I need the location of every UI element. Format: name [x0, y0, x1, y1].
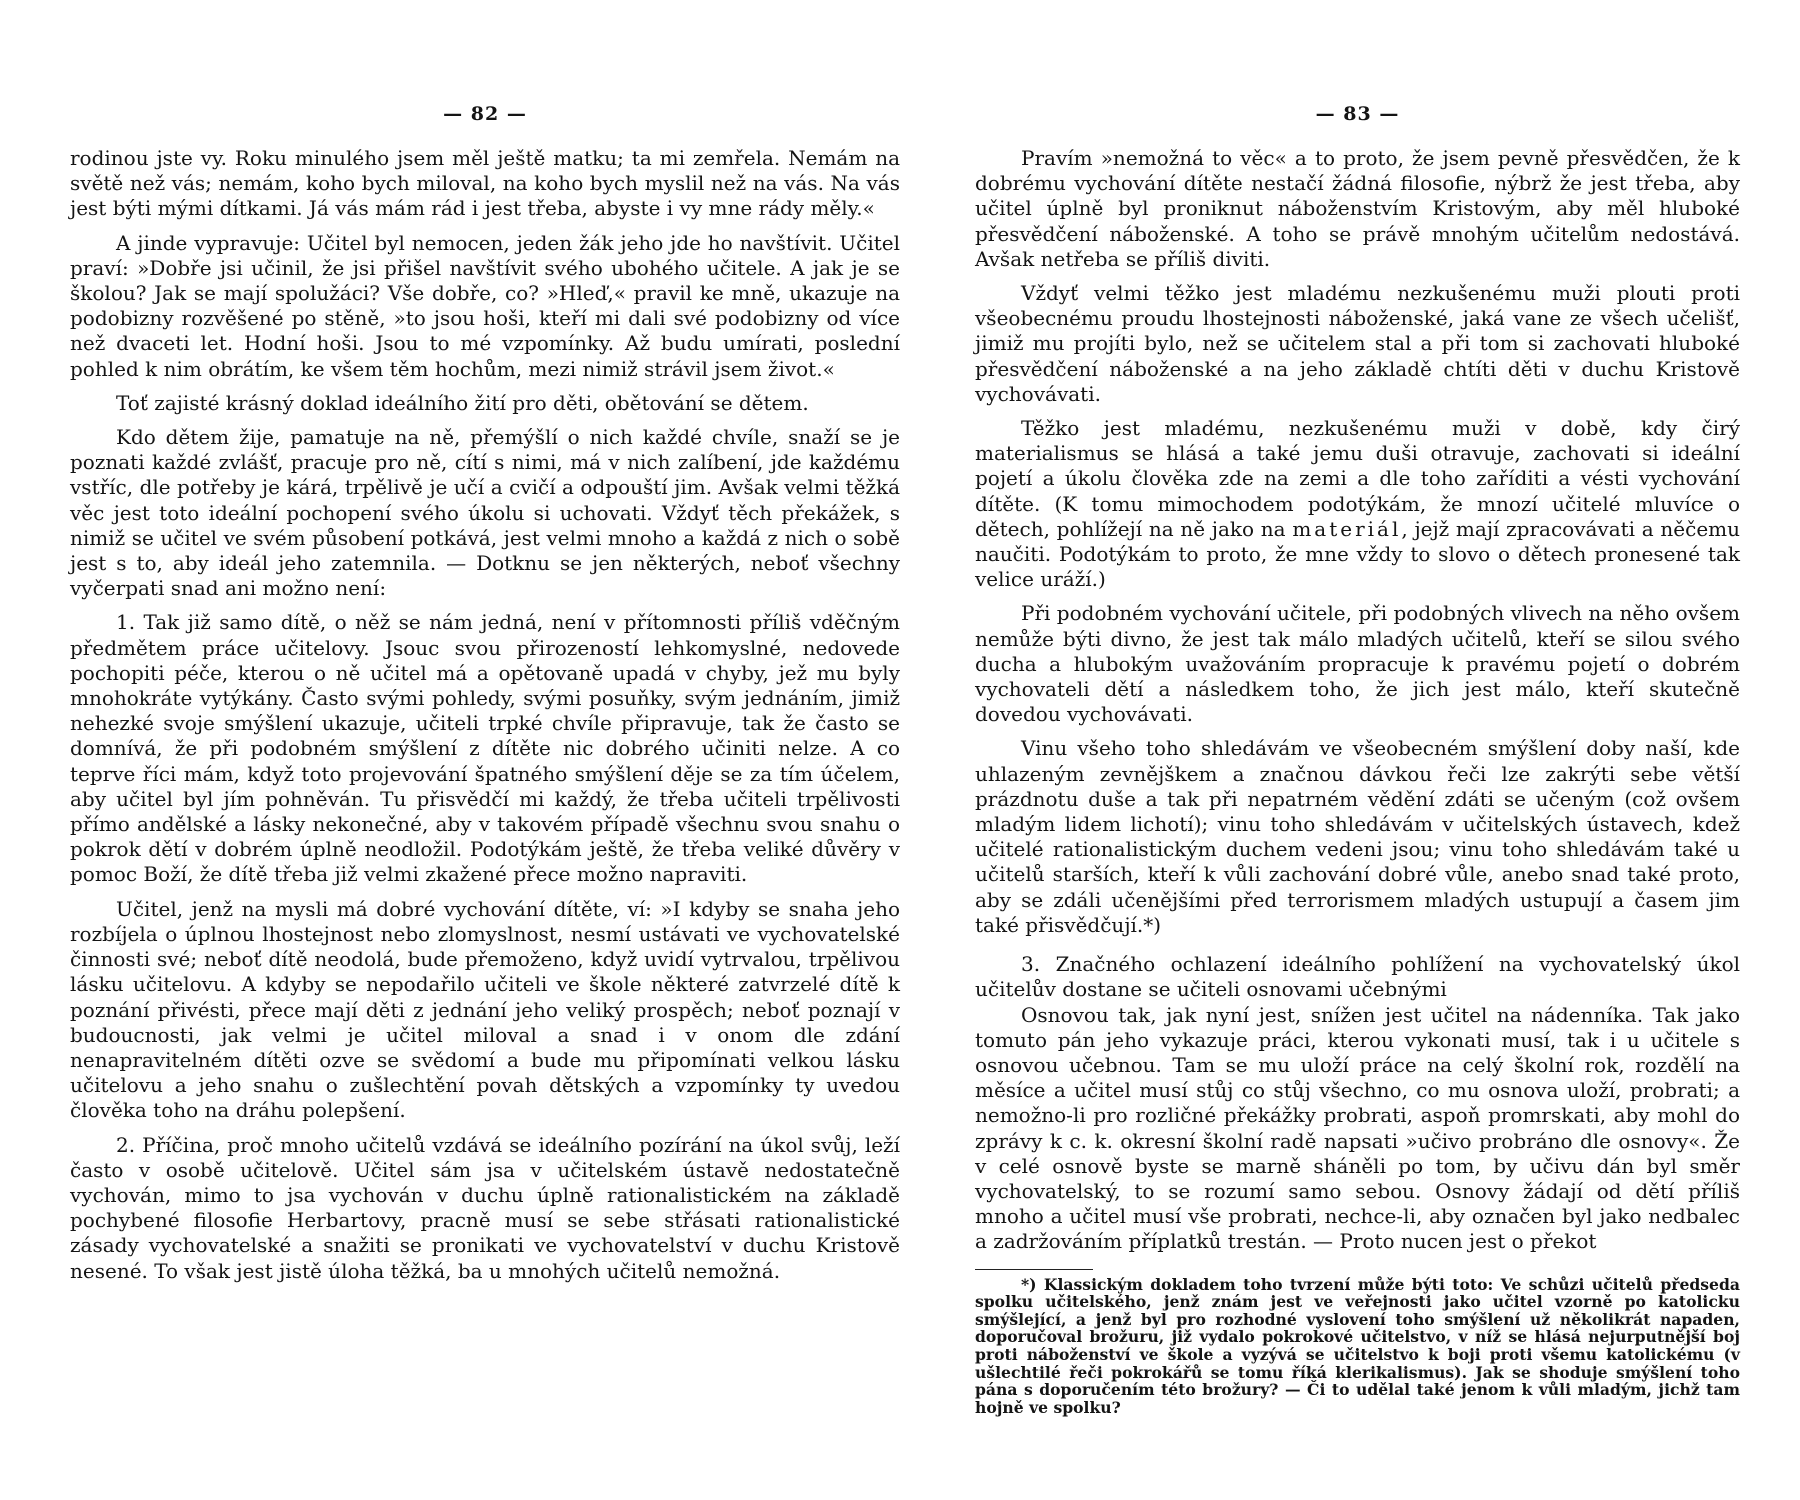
page-body	[70, 146, 900, 1284]
page-body	[975, 146, 1740, 1416]
paragraph	[975, 416, 1740, 592]
emphasized-word: materiál	[1292, 516, 1402, 541]
paragraph: 2. Příčina, proč mnoho učitelů vzdává se ideálního pozírání na úkol svůj, leží často v osobě učitelově. Učitel sám jsa v učitelském ústavě nedostatečně vychován, mimo to jsa vychován v duchu úplně rationalistickém na základě pochybené filosofie Herbartovy, pracně musí se sebe střásati rationalistické zásady vychovatelské a snažiti se pronikati ve vychovatelství v duchu Kristově nesené. To však jest jistě úloha těžká, ba u mnohých učitelů nemožná.	[70, 1132, 900, 1283]
paragraph: Toť zajisté krásný doklad ideálního žití pro děti, obětování se dětem.	[116, 390, 809, 415]
paragraph: Vinu všeho toho shledávám ve všeobecném smýšlení doby naší, kde uhlazeným zevnějškem a značnou dávkou řeči lze zakrýti sebe větší prázdnotu duše a tak při nepatrném vědění zdáti se učeným (což ovšem mladým lidem lichotí); vinu toho shledávám v učitelských ústavech, kdež učitelé rationalistickým duchem vedeni jsou; vinu toho shledávám také u učitelů starších, kteří k vůli zachování dobré vůle, anebo snad také proto, aby se zdáli učenějšími před terrorismem mladých ustupují a časem jim také přisvědčují.*)	[975, 736, 1740, 937]
page-number: — 82 —	[443, 103, 527, 125]
page-number: — 83 —	[1315, 103, 1400, 125]
paragraph: 1. Tak již samo dítě, o něž se nám jedná, není v přítomnosti příliš vděčným předmětem práce učitelovy. Jsouc svou přirozeností lehkomyslné, nedovede pochopiti péče, kterou o ně učitel má a opětovaně upadá v chyby, jež mu byly mnohokráte vytýkány. Často svými pohledy, svými posuňky, svým jednáním, jimiž nehezké svoje smýšlení ukazuje, učiteli trpké chvíle připravuje, tak že často se domnívá, že při podobném smýšlení z dítěte nic dobrého učiniti nelze. A co teprve říci mám, když toto projevování špatného smýšlení děje se za tím účelem, aby učitel byl jím pohněván. Tu přisvědčí mi každý, že třeba učiteli trpělivosti přímo andělské a lásky nekonečné, aby v takovém případě všechnu svou snahu o pokrok dětí v dobrém úplně neodložil. Podotýkám ještě, že třeba veliké důvěry v pomoc Boží, že dítě třeba již velmi zkažené přece možno napraviti.	[70, 610, 900, 887]
paragraph: Učitel, jenž na mysli má dobré vychování dítěte, ví: »I kdyby se snaha jeho rozbíjela o úplnou lhostejnost nebo zlomyslnost, nesmí ustávati ve vychovatelské činnosti své; neboť dítě neodolá, bude přemoženo, když uvidí vytrvalou, trpělivou lásku učitelovu. A kdyby se nepodařilo učiteli ve škole některé zatvrzelé dítě k poznání přivésti, přece mají děti z jednání jeho veliký prospěch; neboť poznají v budoucnosti, jak velmi je učitel miloval a snad i v onom dle zdání nenapravitelném dítěti ozve se svědomí a bude mu připomínati velkou lásku učitelovu a jeho snahu o zušlechtění povah dětských a vzpomínky ty uvedou člověka toho na dráhu polepšení.	[70, 896, 900, 1123]
paragraph: A jinde vypravuje: Učitel byl nemocen, jeden žák jeho jde ho navštívit. Učitel praví: »Dobře jsi učinil, že jsi přišel navštívit svého ubohého učitele. A jak je se školou? Jak se mají spolužáci? Vše dobře, co? »Hleď,« pravil ke mně, ukazuje na podobizny rozvěšené po stěně, »to jsou hoši, kteří mi dali své podobizny od více než dvaceti let. Hodní hoši. Jsou to mé vzpomínky. Až budu umírati, poslední pohled k nim obrátím, ke všem těm hochům, mezi nimiž strávil jsem život.«	[70, 230, 900, 381]
paragraph: Pravím »nemožná to věc« a to proto, že jsem pevně přesvědčen, že k dobrému vychování dítěte nestačí žádná filosofie, nýbrž že jest třeba, aby učitel úplně byl proniknut náboženstvím Kristovým, aby měl hluboké přesvědčení náboženské. A toho se právě mnohým učitelům nedostává. Avšak netřeba se příliš diviti.	[975, 146, 1740, 271]
section-heading: 3. Značného ochlazení ideálního pohlížení na vychovatelský úkol učitelův dostane se učiteli osnovami učebnými	[975, 952, 1740, 1002]
paragraph: Při podobném vychování učitele, při podobných vlivech na něho ovšem nemůže býti divno, že jest tak málo mladých učitelů, kteří se silou svého ducha a hlubokým uvažováním propracuje k pravému pojetí o dobrém vychovateli dětí a následkem toho, že jich jest málo, kteří skutečně dovedou vychovávati.	[975, 601, 1740, 727]
paragraph: Vždyť velmi těžko jest mladému nezkušenému muži plouti proti všeobecnému proudu lhostejnosti náboženské, jaká vane ze všech učelišť, jimiž mu projíti bylo, než se učitelem stal a při tom si zachovati hluboké přesvědčení náboženské a na jeho základě chtíti děti v duchu Kristově vychovávati.	[975, 281, 1740, 406]
footnote-rule	[975, 1269, 1093, 1270]
paragraph-text: Těžko jest mladému, nezkušenému muži v době, kdy čirý materialismus se hlásá a také jemu duši otravuje, zachovati si ideální pojetí a úkolu člověka zde na zemi a dle toho zaříditi a vésti vychování dítěte. (K tomu mimochodem podotýkám, že mnozí učitelé mluvíce o dětech, pohlížejí na ně jako na	[975, 416, 1740, 541]
paragraph: Osnovou tak, jak nyní jest, snížen jest učitel na nádenníka. Tak jako tomuto pán jeho vykazuje práci, kterou vykonati musí, tak i u učitele s osnovou učebnou. Tam se mu uloží práce na celý školní rok, rozdělí na měsíce a učitel musí stůj co stůj všechno, co mu osnova uloží, probrati; a nemožno-li pro rozličné překážky probrati, aspoň promrskati, aby mohl do zprávy k c. k. okresní školní radě napsati »učivo probráno dle osnovy«. Že v celé osnově byste se marně sháněli po tom, by učivu dán byl směr vychovatelský, to se rozumí samo sebou. Osnovy žádají od dětí příliš mnoho a učitel musí vše probrati, nechce-li, aby označen byl jako nedbalec a zadržováním příplatků trestán. — Proto nucen jest o překot	[975, 1002, 1740, 1254]
paragraph: Kdo dětem žije, pamatuje na ně, přemýšlí o nich každé chvíle, snaží se je poznati každé zvlášť, pracuje pro ně, cítí s nimi, má v nich zalíbení, jde každému vstříc, dle potřeby je kárá, trpělivě je učí a cvičí a odpouští jim. Avšak velmi těžká věc jest toto ideální pochopení svého úkolu si uchovati. Vždyť těch překážek, s nimiž se učitel ve svém působení potkává, jest velmi mnoho a každá z nich o sobě jest s to, aby ideál jeho zatemnila. — Dotknu se jen některých, neboť všechny vyčerpati snad ani možno není:	[70, 425, 900, 601]
paragraph: rodinou jste vy. Roku minulého jsem měl ještě matku; ta mi zemřela. Nemám na světě než vás; nemám, koho bych miloval, na koho bych myslil než na vás. Na vás jest býti mými dítkami. Já vás mám rád i jest třeba, abyste i vy mne rády měly.«	[70, 146, 900, 221]
paragraph-text: , jejž mají zpracovávati a něčemu naučiti. Podotýkám to proto, že mne vždy to slovo o dětech pronesené tak velice uráží.)	[975, 516, 1741, 592]
footnote: *) Klassickým dokladem toho tvrzení může býti toto: Ve schůzi učitelů předseda spolku učitelského, jenž znám jest ve veřejnosti jako učitel vzorně po katolicku smýšlející, a jenž byl pro rozhodné vyslovení toho smýšlení už několikrát napaden, doporučoval brožuru, již vydalo pokrokové učitelstvo, v níž se hlásá nejurputnější boj proti náboženství ve škole a vyzývá se učitelstvo k boji proti všemu katolickému (v ušlechtilé řeči pokrokářů se tomu říká klerikalismus). Jak se shoduje smýšlení toho pána s doporučením této brožury? — Či to udělal také jenom k vůli mladým, jichž tam hojně ve spolku?	[975, 1274, 1740, 1417]
